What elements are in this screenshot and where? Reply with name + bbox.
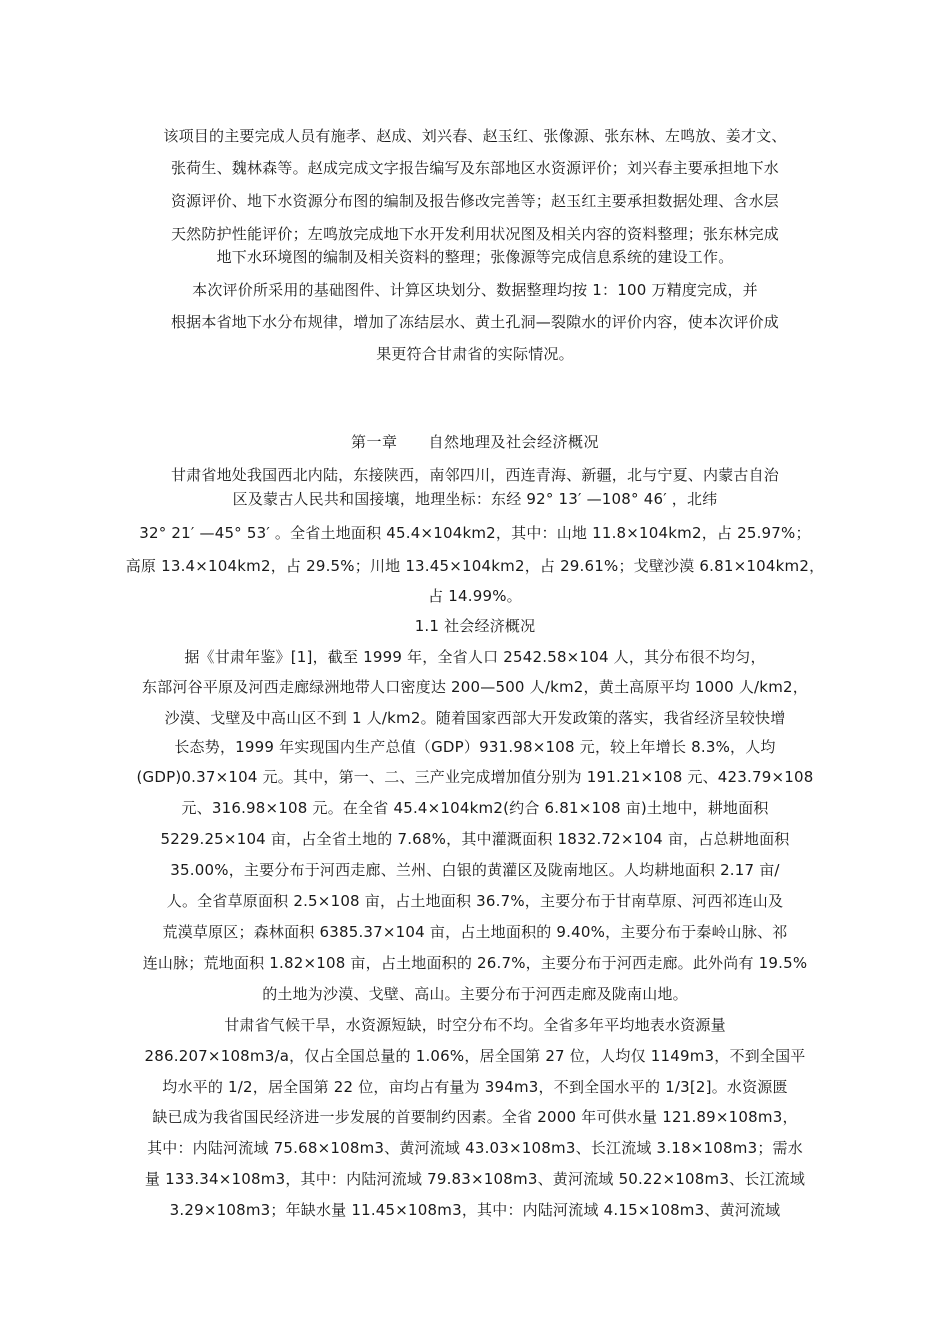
text-line: 均水平的 1/2，居全国第 22 位，亩均占有量为 394m3，不到全国水平的 1/3[2]。水资源匮 bbox=[162, 1078, 788, 1096]
text-line: 的土地为沙漠、戈壁、高山。主要分布于河西走廊及陇南山地。 bbox=[262, 985, 688, 1003]
text-line: 缺已成为我省国民经济进一步发展的首要制约因素。全省 2000 年可供水量 121.89×108m3， bbox=[152, 1108, 798, 1126]
text-line: 占 14.99%。 bbox=[428, 587, 522, 605]
text-line: 天然防护性能评价；左鸣放完成地下水开发利用状况图及相关内容的资料整理；张东林完成 bbox=[170, 225, 779, 243]
text-line: 3.29×108m3；年缺水量 11.45×108m3，其中：内陆河流域 4.15×108m3、黄河流域 bbox=[169, 1201, 781, 1219]
text-line: 连山脉；荒地面积 1.82×108 亩，占土地面积的 26.7%，主要分布于河西走廊。此外尚有 19.5% bbox=[142, 954, 808, 972]
text-line: 该项目的主要完成人员有施孝、赵成、刘兴春、赵玉红、张像源、张东林、左鸣放、姜才文、 bbox=[163, 127, 787, 145]
text-line: 据《甘肃年鉴》[1]，截至 1999 年，全省人口 2542.58×104 人，其分布很不均匀， bbox=[184, 648, 766, 666]
text-line: 区及蒙古人民共和国接壤，地理坐标：东经 92° 13′ —108° 46′ ，北纬 bbox=[232, 490, 718, 508]
text-line: 高原 13.4×104km2，占 29.5%；川地 13.45×104km2，占 29.61%；戈壁沙漠 6.81×104km2， bbox=[125, 557, 825, 575]
text-line: 长态势，1999 年实现国内生产总值（GDP）931.98×108 元，较上年增长 8.3%，人均 bbox=[174, 738, 776, 756]
text-line: 元、316.98×108 元。在全省 45.4×104km2(约合 6.81×108 亩)土地中，耕地面积 bbox=[181, 799, 769, 817]
text-line: 甘肃省地处我国西北内陆，东接陕西，南邻四川，西连青海、新疆，北与宁夏、内蒙古自治 bbox=[170, 466, 779, 484]
chapter-title: 第一章 自然地理及社会经济概况 bbox=[350, 433, 599, 451]
text-line: (GDP)0.37×104 元。其中，第一、二、三产业完成增加值分别为 191.21×108 元、423.79×108 bbox=[136, 768, 814, 786]
text-line: 沙漠、戈壁及中高山区不到 1 人/km2。随着国家西部大开发政策的落实，我省经济呈较快增 bbox=[164, 709, 786, 727]
text-line: 5229.25×104 亩，占全省土地的 7.68%，其中灌溉面积 1832.72×104 亩，占总耕地面积 bbox=[160, 830, 790, 848]
text-line: 根据本省地下水分布规律，增加了冻结层水、黄土孔洞—裂隙水的评价内容，使本次评价成 bbox=[170, 313, 779, 331]
text-line: 甘肃省气候干旱，水资源短缺，时空分布不均。全省多年平均地表水资源量 bbox=[224, 1016, 726, 1034]
text-line: 东部河谷平原及河西走廊绿洲地带人口密度达 200—500 人/km2，黄土高原平均 1000 人/km2， bbox=[142, 678, 808, 696]
text-line: 人。全省草原面积 2.5×108 亩，占土地面积 36.7%，主要分布于甘南草原、河西祁连山及 bbox=[166, 892, 784, 910]
text-line: 果更符合甘肃省的实际情况。 bbox=[376, 345, 574, 363]
text-line: 其中：内陆河流域 75.68×108m3、黄河流域 43.03×108m3、长江流域 3.18×108m3；需水 bbox=[147, 1139, 803, 1157]
text-line: 35.00%，主要分布于河西走廊、兰州、白银的黄灌区及陇南地区。人均耕地面积 2.17 亩/ bbox=[170, 861, 780, 879]
text-line: 量 133.34×108m3，其中：内陆河流域 79.83×108m3、黄河流域 50.22×108m3、长江流域 bbox=[144, 1170, 806, 1188]
text-line: 张荷生、魏林森等。赵成完成文字报告编写及东部地区水资源评价；刘兴春主要承担地下水 bbox=[170, 159, 779, 177]
text-line: 32° 21′ —45° 53′ 。全省土地面积 45.4×104km2，其中：山地 11.8×104km2，占 25.97%； bbox=[139, 524, 811, 542]
text-line: 地下水环境图的编制及相关资料的整理；张像源等完成信息系统的建设工作。 bbox=[216, 248, 734, 266]
text-line: 286.207×108m3/a，仅占全国总量的 1.06%，居全国第 27 位，人均仅 1149m3，不到全国平 bbox=[144, 1047, 806, 1065]
text-line: 荒漠草原区；森林面积 6385.37×104 亩，占土地面积的 9.40%，主要分布于秦岭山脉、祁 bbox=[162, 923, 788, 941]
section-heading: 1.1 社会经济概况 bbox=[414, 617, 536, 635]
text-line: 本次评价所采用的基础图件、计算区块划分、数据整理均按 1：100 万精度完成，并 bbox=[192, 281, 758, 299]
text-line: 资源评价、地下水资源分布图的编制及报告修改完善等；赵玉红主要承担数据处理、含水层 bbox=[170, 192, 779, 210]
